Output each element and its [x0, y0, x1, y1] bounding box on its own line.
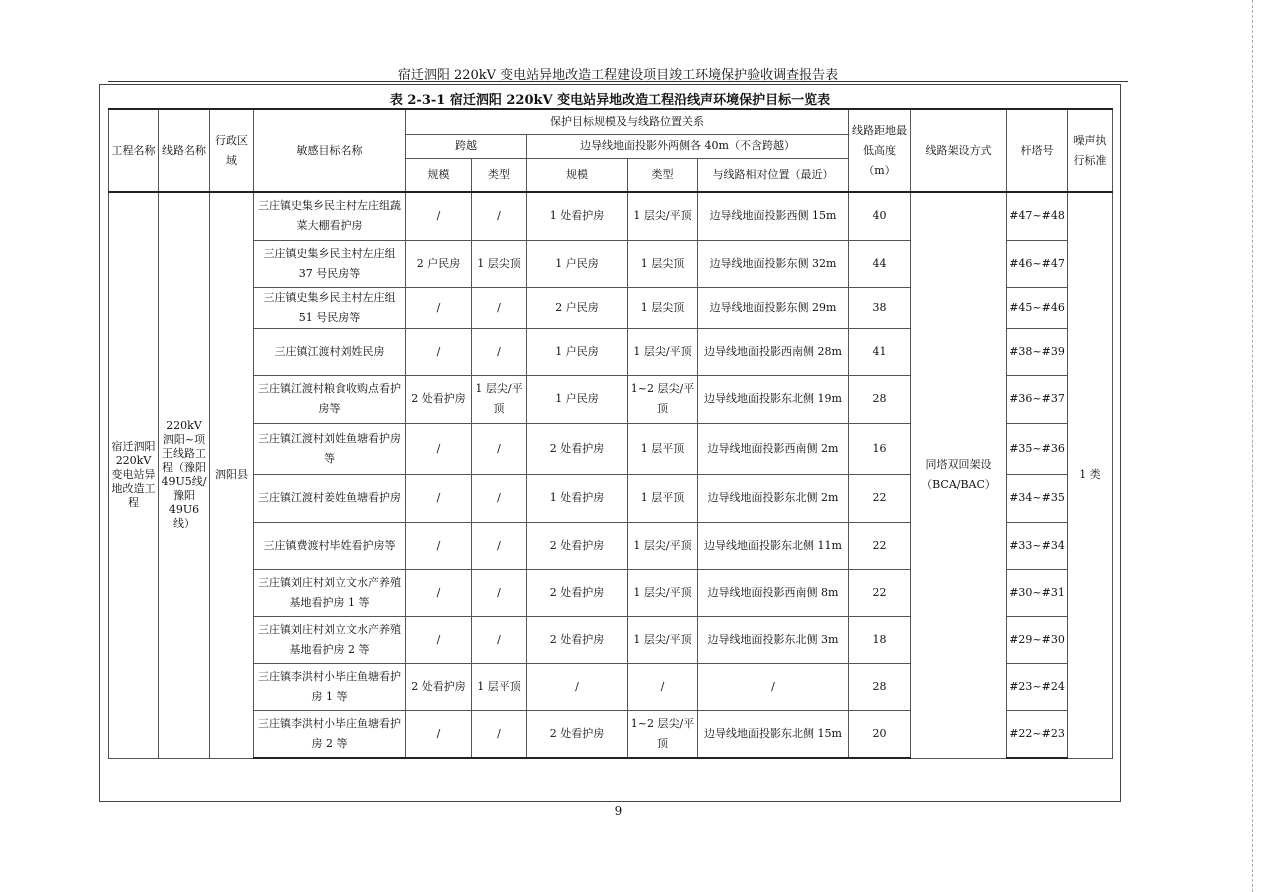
- header-protection-group: 保护目标规模及与线路位置关系: [406, 109, 849, 134]
- scale-cell: /: [527, 663, 628, 710]
- admin-area-cell: 泗阳县: [210, 192, 254, 758]
- page-header: 宿迁泗阳 220kV 变电站异地改造工程建设项目竣工环境保护验收调查报告表: [397, 68, 839, 83]
- tower-cell: #45~#46: [1007, 287, 1068, 328]
- project-name-cell: 宿迁泗阳220kV变电站异地改造工程: [109, 192, 159, 758]
- relative-position-cell: 边导线地面投影西侧 15m: [698, 192, 849, 240]
- target-name-cell: 三庄镇江渡村刘姓民房: [254, 328, 406, 375]
- relative-position-cell: 边导线地面投影东北侧 15m: [698, 710, 849, 758]
- relative-position-cell: 边导线地面投影东北侧 3m: [698, 616, 849, 663]
- cross-scale-cell: /: [406, 474, 472, 522]
- cross-type-cell: 1 层尖顶: [472, 240, 527, 287]
- type-cell: 1 层尖/平顶: [628, 522, 698, 569]
- relative-position-cell: 边导线地面投影西南侧 2m: [698, 423, 849, 474]
- type-cell: 1 层尖/平顶: [628, 569, 698, 616]
- relative-position-cell: 边导线地面投影东侧 29m: [698, 287, 849, 328]
- erection-cell: 同塔双回架设（BCA/BAC）: [911, 192, 1007, 758]
- noise-standard-cell: 1 类: [1068, 192, 1113, 758]
- cross-type-cell: 1 层尖/平顶: [472, 375, 527, 423]
- type-cell: 1 层平顶: [628, 474, 698, 522]
- header-target-name: 敏感目标名称: [254, 109, 406, 192]
- min-height-cell: 28: [849, 375, 911, 423]
- cross-type-cell: /: [472, 474, 527, 522]
- cross-scale-cell: /: [406, 616, 472, 663]
- scale-cell: 1 户民房: [527, 240, 628, 287]
- scale-cell: 2 处看护房: [527, 569, 628, 616]
- header-outside: 边导线地面投影外两侧各 40m（不含跨越）: [527, 134, 849, 158]
- relative-position-cell: 边导线地面投影东北侧 2m: [698, 474, 849, 522]
- min-height-cell: 40: [849, 192, 911, 240]
- min-height-cell: 20: [849, 710, 911, 758]
- target-name-cell: 三庄镇李洪村小毕庄鱼塘看护房 1 等: [254, 663, 406, 710]
- tower-cell: #23~#24: [1007, 663, 1068, 710]
- scale-cell: 1 处看护房: [527, 192, 628, 240]
- type-cell: 1 层尖顶: [628, 240, 698, 287]
- target-name-cell: 三庄镇江渡村姜姓鱼塘看护房: [254, 474, 406, 522]
- min-height-cell: 22: [849, 522, 911, 569]
- cross-scale-cell: /: [406, 522, 472, 569]
- target-name-cell: 三庄镇刘庄村刘立文水产养殖基地看护房 2 等: [254, 616, 406, 663]
- cross-scale-cell: /: [406, 328, 472, 375]
- cross-type-cell: /: [472, 616, 527, 663]
- right-margin-rule: [1252, 0, 1253, 892]
- relative-position-cell: 边导线地面投影东北侧 11m: [698, 522, 849, 569]
- target-name-cell: 三庄镇江渡村刘姓鱼塘看护房等: [254, 423, 406, 474]
- cross-scale-cell: /: [406, 287, 472, 328]
- type-cell: 1~2 层尖/平顶: [628, 710, 698, 758]
- target-name-cell: 三庄镇刘庄村刘立文水产养殖基地看护房 1 等: [254, 569, 406, 616]
- target-name-cell: 三庄镇江渡村粮食收购点看护房等: [254, 375, 406, 423]
- target-name-cell: 三庄镇史集乡民主村左庄组 37 号民房等: [254, 240, 406, 287]
- target-name-cell: 三庄镇费渡村毕姓看护房等: [254, 522, 406, 569]
- header-admin-area: 行政区域: [210, 109, 254, 192]
- scale-cell: 2 处看护房: [527, 710, 628, 758]
- cross-type-cell: /: [472, 423, 527, 474]
- cross-type-cell: /: [472, 569, 527, 616]
- tower-cell: #46~#47: [1007, 240, 1068, 287]
- type-cell: 1 层尖/平顶: [628, 616, 698, 663]
- tower-cell: #38~#39: [1007, 328, 1068, 375]
- scale-cell: 1 户民房: [527, 375, 628, 423]
- cross-scale-cell: /: [406, 423, 472, 474]
- relative-position-cell: 边导线地面投影西南侧 8m: [698, 569, 849, 616]
- cross-type-cell: /: [472, 522, 527, 569]
- header-rule: [108, 81, 1128, 82]
- header-scale: 规模: [527, 158, 628, 192]
- tower-cell: #34~#35: [1007, 474, 1068, 522]
- min-height-cell: 22: [849, 474, 911, 522]
- type-cell: /: [628, 663, 698, 710]
- scale-cell: 2 户民房: [527, 287, 628, 328]
- tower-cell: #35~#36: [1007, 423, 1068, 474]
- target-name-cell: 三庄镇史集乡民主村左庄组 51 号民房等: [254, 287, 406, 328]
- scale-cell: 1 处看护房: [527, 474, 628, 522]
- cross-scale-cell: 2 处看护房: [406, 663, 472, 710]
- min-height-cell: 22: [849, 569, 911, 616]
- type-cell: 1 层尖顶: [628, 287, 698, 328]
- scale-cell: 1 户民房: [527, 328, 628, 375]
- header-project-name: 工程名称: [109, 109, 159, 192]
- tower-cell: #36~#37: [1007, 375, 1068, 423]
- cross-type-cell: /: [472, 328, 527, 375]
- header-cross-type: 类型: [472, 158, 527, 192]
- relative-position-cell: /: [698, 663, 849, 710]
- min-height-cell: 28: [849, 663, 911, 710]
- cross-type-cell: /: [472, 192, 527, 240]
- tower-cell: #22~#23: [1007, 710, 1068, 758]
- scale-cell: 2 处看护房: [527, 616, 628, 663]
- cross-scale-cell: /: [406, 710, 472, 758]
- cross-scale-cell: 2 户民房: [406, 240, 472, 287]
- tower-cell: #47~#48: [1007, 192, 1068, 240]
- table-row: [109, 192, 1113, 240]
- target-name-cell: 三庄镇史集乡民主村左庄组蔬菜大棚看护房: [254, 192, 406, 240]
- cross-type-cell: /: [472, 287, 527, 328]
- cross-type-cell: 1 层平顶: [472, 663, 527, 710]
- cross-scale-cell: /: [406, 192, 472, 240]
- header-line-name: 线路名称: [159, 109, 210, 192]
- header-min-height: 线路距地最低高度（m）: [849, 109, 911, 192]
- header-noise-standard: 噪声执行标准: [1068, 109, 1113, 192]
- cross-scale-cell: 2 处看护房: [406, 375, 472, 423]
- table-title: 表 2-3-1 宿迁泗阳 220kV 变电站异地改造工程沿线声环境保护目标一览表: [389, 93, 831, 108]
- cross-scale-cell: /: [406, 569, 472, 616]
- tower-cell: #33~#34: [1007, 522, 1068, 569]
- header-tower: 杆塔号: [1007, 109, 1068, 192]
- min-height-cell: 18: [849, 616, 911, 663]
- header-erection: 线路架设方式: [911, 109, 1007, 192]
- min-height-cell: 44: [849, 240, 911, 287]
- header-type: 类型: [628, 158, 698, 192]
- min-height-cell: 16: [849, 423, 911, 474]
- header-relative-position: 与线路相对位置（最近）: [698, 158, 849, 192]
- target-name-cell: 三庄镇李洪村小毕庄鱼塘看护房 2 等: [254, 710, 406, 758]
- protection-target-table: [108, 108, 1113, 759]
- page-number: 9: [614, 804, 623, 818]
- min-height-cell: 41: [849, 328, 911, 375]
- type-cell: 1~2 层尖/平顶: [628, 375, 698, 423]
- relative-position-cell: 边导线地面投影东侧 32m: [698, 240, 849, 287]
- type-cell: 1 层尖/平顶: [628, 192, 698, 240]
- header-cross-scale: 规模: [406, 158, 472, 192]
- tower-cell: #30~#31: [1007, 569, 1068, 616]
- tower-cell: #29~#30: [1007, 616, 1068, 663]
- relative-position-cell: 边导线地面投影西南侧 28m: [698, 328, 849, 375]
- type-cell: 1 层尖/平顶: [628, 328, 698, 375]
- scale-cell: 2 处看护房: [527, 522, 628, 569]
- relative-position-cell: 边导线地面投影东北侧 19m: [698, 375, 849, 423]
- min-height-cell: 38: [849, 287, 911, 328]
- header-crossing: 跨越: [406, 134, 527, 158]
- scale-cell: 2 处看护房: [527, 423, 628, 474]
- type-cell: 1 层平顶: [628, 423, 698, 474]
- cross-type-cell: /: [472, 710, 527, 758]
- line-name-cell: 220kV泗阳~项王线路工程（豫阳49U5线/豫阳49U6线）: [159, 192, 210, 758]
